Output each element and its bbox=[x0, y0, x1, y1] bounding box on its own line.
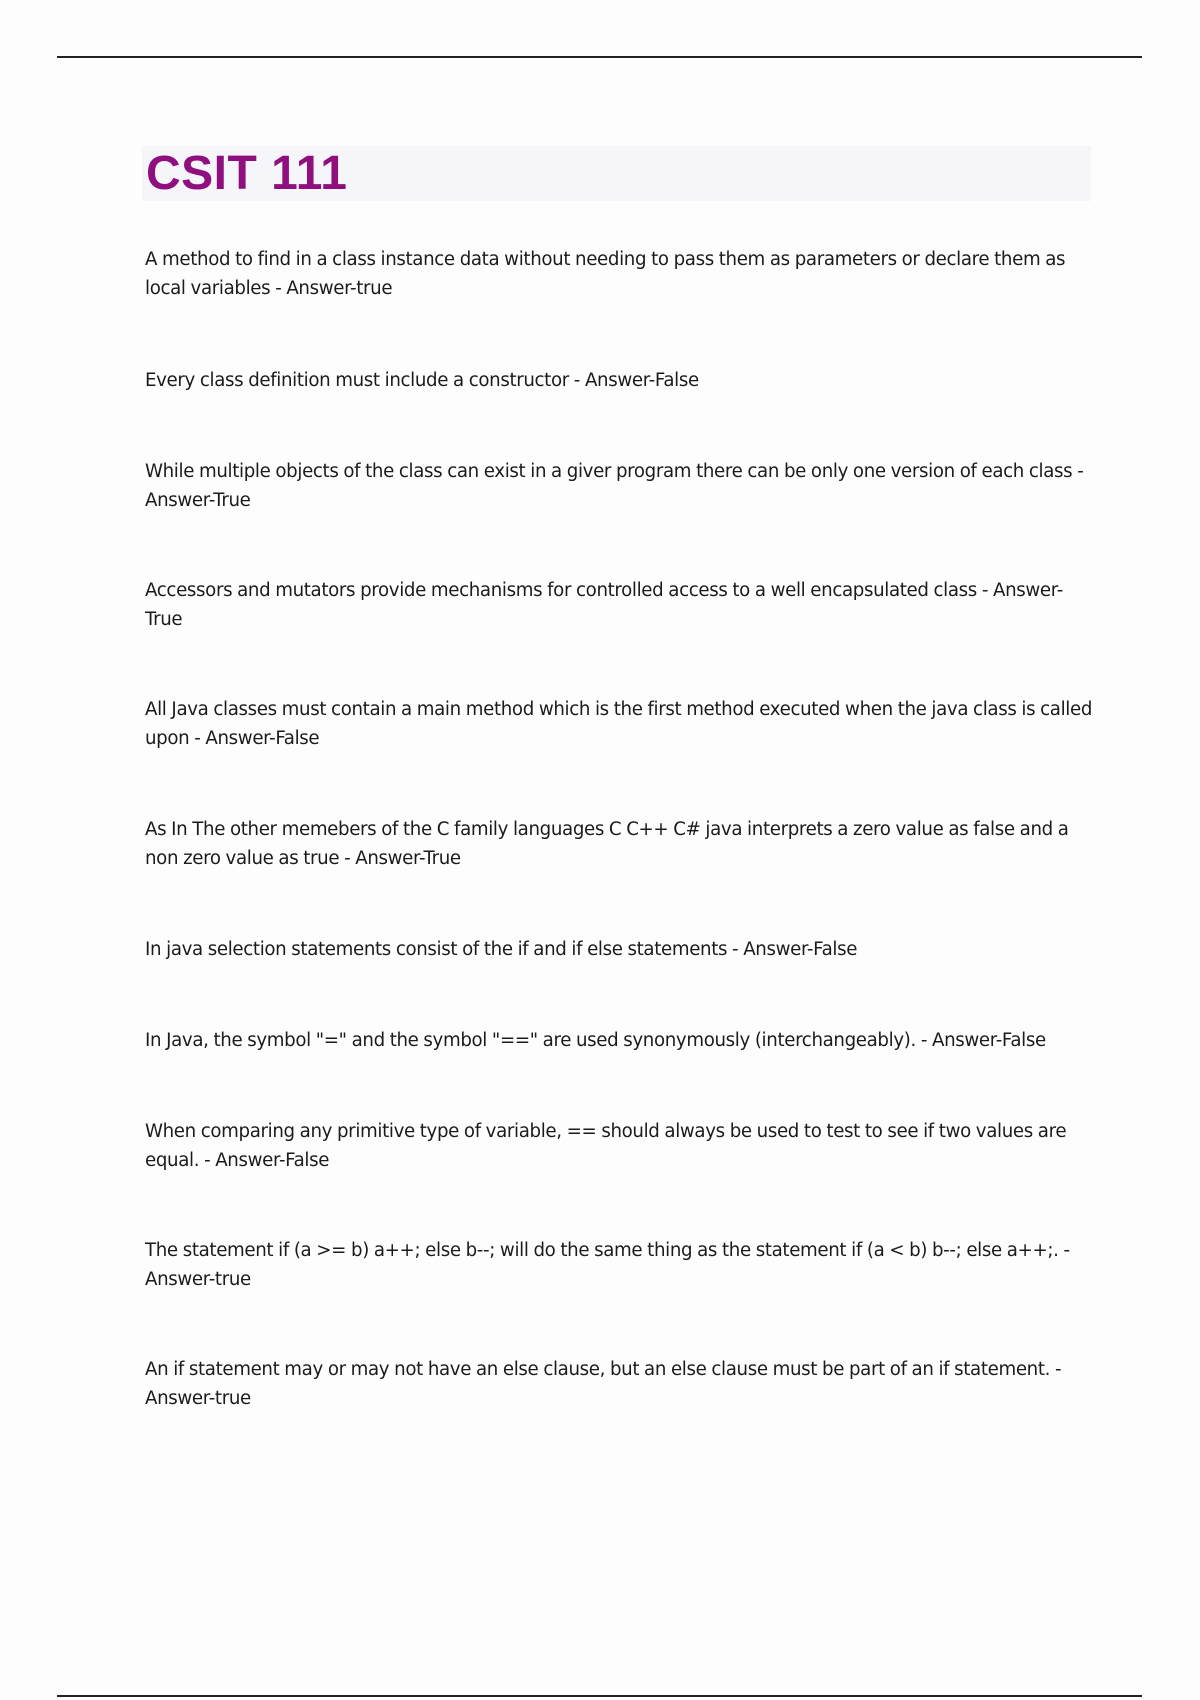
document-title: CSIT 111 bbox=[146, 147, 348, 200]
question-answer-10: The statement if (a >= b) a++; else b--; will do the same thing as the statement if (a < b) b--; else a++;. - Answer-true bbox=[145, 1240, 1070, 1290]
question-answer-5: All Java classes must contain a main method which is the first method executed when the java class is called upon - Answer-False bbox=[145, 699, 1093, 749]
header-rule bbox=[57, 56, 1142, 58]
question-answer-4: Accessors and mutators provide mechanisms for controlled access to a well encapsulated class - Answer-True bbox=[145, 580, 1063, 630]
question-answer-8: In Java, the symbol "=" and the symbol "==" are used synonymously (interchangeably). - Answer-False bbox=[145, 1030, 1046, 1051]
question-answer-6: As In The other memebers of the C family languages C C++ C# java interprets a zero value as false and a non zero value as true - Answer-True bbox=[145, 819, 1069, 869]
question-answer-3: While multiple objects of the class can exist in a giver program there can be only one version of each class - Answer-True bbox=[145, 461, 1084, 511]
footer-rule bbox=[57, 1695, 1142, 1697]
question-answer-11: An if statement may or may not have an else clause, but an else clause must be part of an if statement. - Answer-true bbox=[145, 1359, 1062, 1409]
question-answer-2: Every class definition must include a constructor - Answer-False bbox=[145, 370, 699, 391]
question-answer-9: When comparing any primitive type of variable, == should always be used to test to see if two values are equal. - Answer-False bbox=[145, 1121, 1067, 1171]
question-answer-1: A method to find in a class instance data without needing to pass them as parameters or declare them as local variables - Answer-true bbox=[145, 249, 1066, 299]
question-answer-7: In java selection statements consist of the if and if else statements - Answer-False bbox=[145, 939, 858, 960]
